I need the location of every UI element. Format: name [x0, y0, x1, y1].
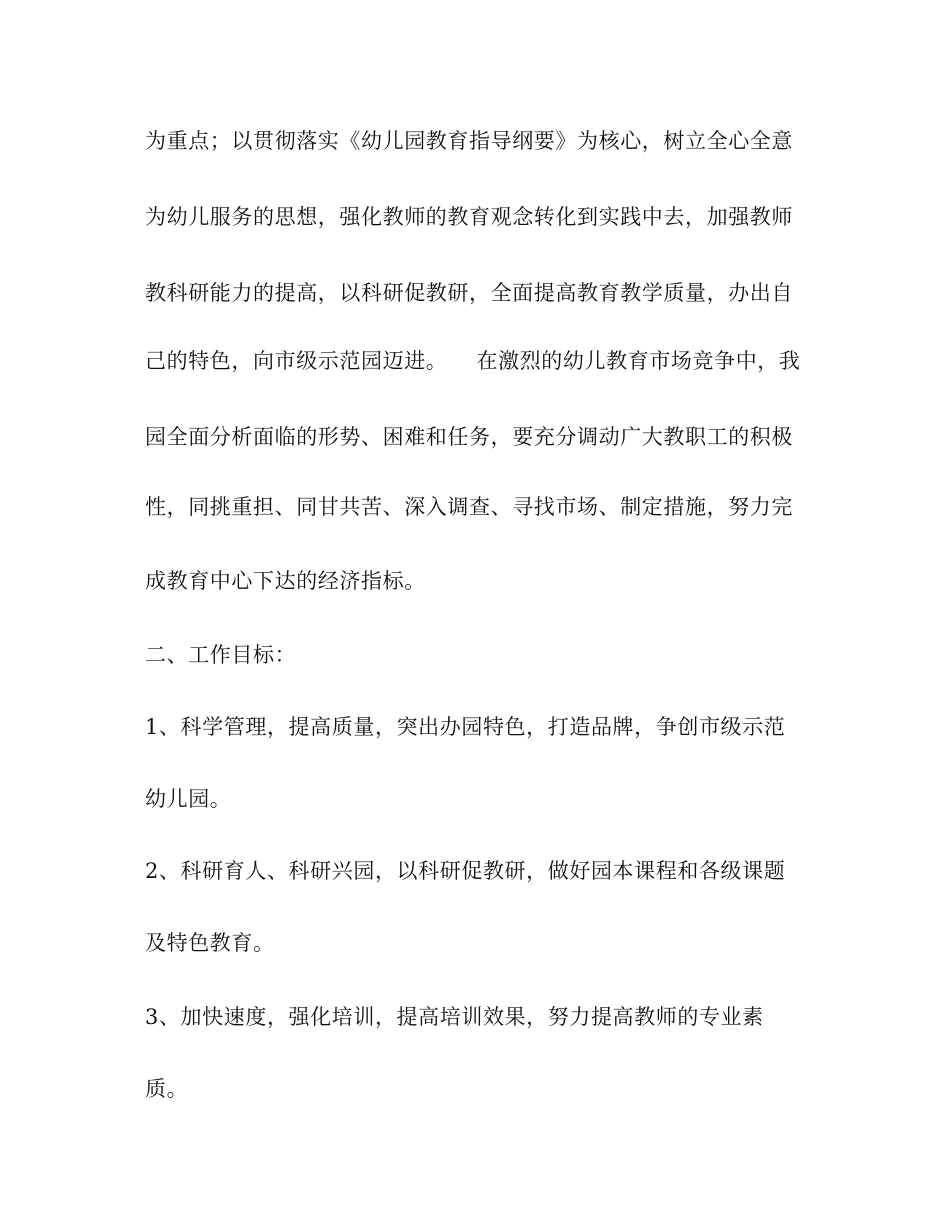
- text-line: 教科研能力的提高，以科研促教研，全面提高教育教学质量，办出自: [145, 281, 793, 305]
- text-line: 园全面分析面临的形势、困难和任务，要充分调动广大教职工的积极: [145, 425, 793, 449]
- list-item: 3、加快速度，强化培训，提高培训效果，努力提高教师的专业素: [145, 1005, 764, 1029]
- text-line: 成教育中心下达的经济指标。: [145, 569, 426, 593]
- text-line: 性，同挑重担、同甘共苦、深入调查、寻找市场、制定措施，努力完: [145, 495, 793, 519]
- list-item: 1、科学管理，提高质量，突出办园特色，打造品牌，争创市级示范: [145, 715, 786, 739]
- list-item: 2、科研育人、科研兴园，以科研促教研，做好园本课程和各级课题: [145, 859, 786, 883]
- text-line: 为重点；以贯彻落实《幼儿园教育指导纲要》为核心，树立全心全意: [145, 129, 793, 153]
- list-item-continuation: 幼儿园。: [145, 787, 232, 811]
- text-line: 为幼儿服务的思想，强化教师的教育观念转化到实践中去，加强教师: [145, 205, 793, 229]
- list-item-continuation: 及特色教育。: [145, 931, 275, 955]
- section-heading: 二、工作目标：: [145, 643, 297, 667]
- text-line: 己的特色，向市级示范园迈进。 在激烈的幼儿教育市场竞争中，我: [145, 349, 801, 373]
- list-item-continuation: 质。: [145, 1077, 189, 1101]
